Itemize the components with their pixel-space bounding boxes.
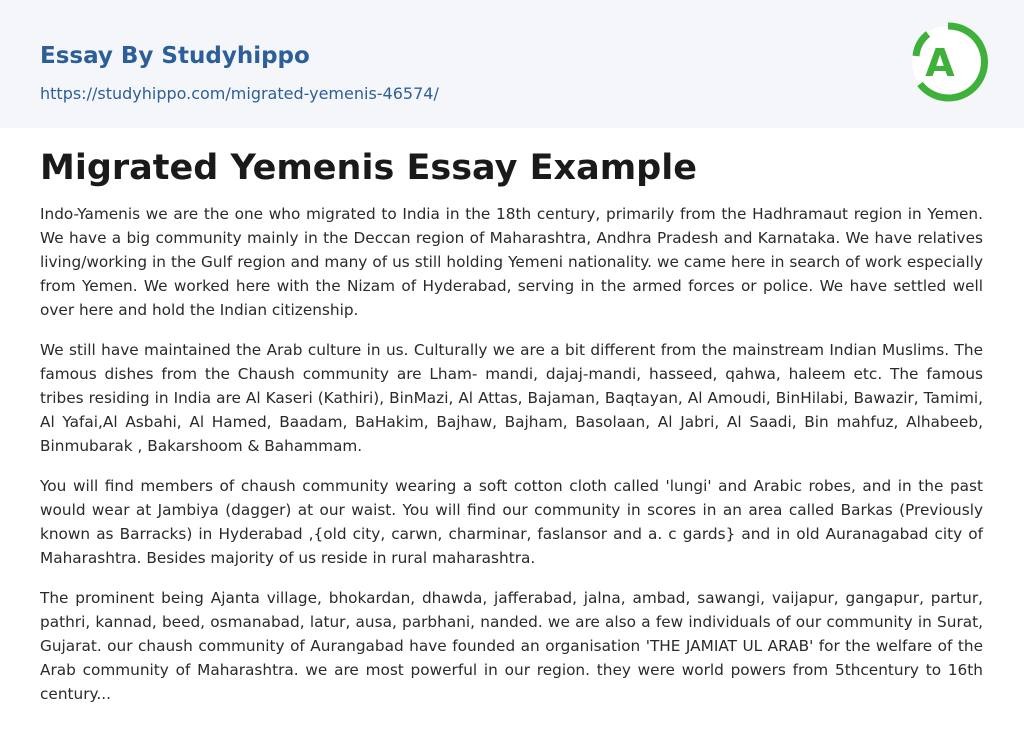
site-brand[interactable]: Essay By Studyhippo <box>40 43 310 69</box>
studyhippo-logo-icon[interactable] <box>912 18 988 106</box>
article-paragraph-3: You will find members of chaush community wearing a soft cotton cloth called 'lungi' and Arabic robes, and in the past would wear at Jambiya (dagger) at our waist. You will find our community in scores in an area called Barkas (Previously known as Barracks) in Hyderabad ,{old city, carwn, charminar, faslansor and a. c gards} and in old Auranagabad city of Maharashtra. Besides majority of us reside in rural maharashtra. <box>40 477 983 567</box>
article-paragraph-1: Indo-Yamenis we are the one who migrated to India in the 18th century, primarily from the Hadhramaut region in Yemen. We have a big community mainly in the Deccan region of Maharashtra, Andhra Pradesh and Karnataka. We have relatives living/working in the Gulf region and many of us still holding Yemeni nationality. we came here in search of work especially from Yemen. We worked here with the Nizam of Hyderabad, serving in the armed forces or police. We have settled well over here and hold the Indian citizenship. <box>40 205 983 319</box>
article-title: Migrated Yemenis Essay Example <box>40 148 697 188</box>
page-url-link[interactable]: https://studyhippo.com/migrated-yemenis-46574/ <box>40 84 439 103</box>
article-paragraph-2: We still have maintained the Arab culture in us. Culturally we are a bit different from the mainstream Indian Muslims. The famous dishes from the Chaush community are Lham- mandi, dajaj-mandi, hasseed, qahwa, haleem etc. The famous tribes residing in India are Al Kaseri (Kathiri), BinMazi, Al Attas, Bajaman, Baqtayan, Al Amoudi, BinHilabi, Bawazir, Tamimi, Al Yafai,Al Asbahi, Al Hamed, Baadam, BaHakim, Bajhaw, Bajham, Basolaan, Al Jabri, Al Saadi, Bin mahfuz, Alhabeeb, Binmubarak , Bakarshoom & Bahammam. <box>40 341 983 455</box>
site-header <box>0 0 1024 128</box>
article-body <box>40 142 983 722</box>
article-paragraph-4: The prominent being Ajanta village, bhokardan, dhawda, jafferabad, jalna, ambad, sawangi, vaijapur, gangapur, partur, pathri, kannad, beed, osmanabad, latur, ausa, parbhani, nanded. we are also a few individuals of our community in Surat, Gujarat. our chaush community of Aurangabad have founded an organisation 'THE JAMIAT UL ARAB' for the welfare of the Arab community of Maharashtra. we are most powerful in our region. they were world powers from 5thcentury to 16th century... <box>40 589 983 703</box>
logo-letter: A <box>925 41 955 85</box>
